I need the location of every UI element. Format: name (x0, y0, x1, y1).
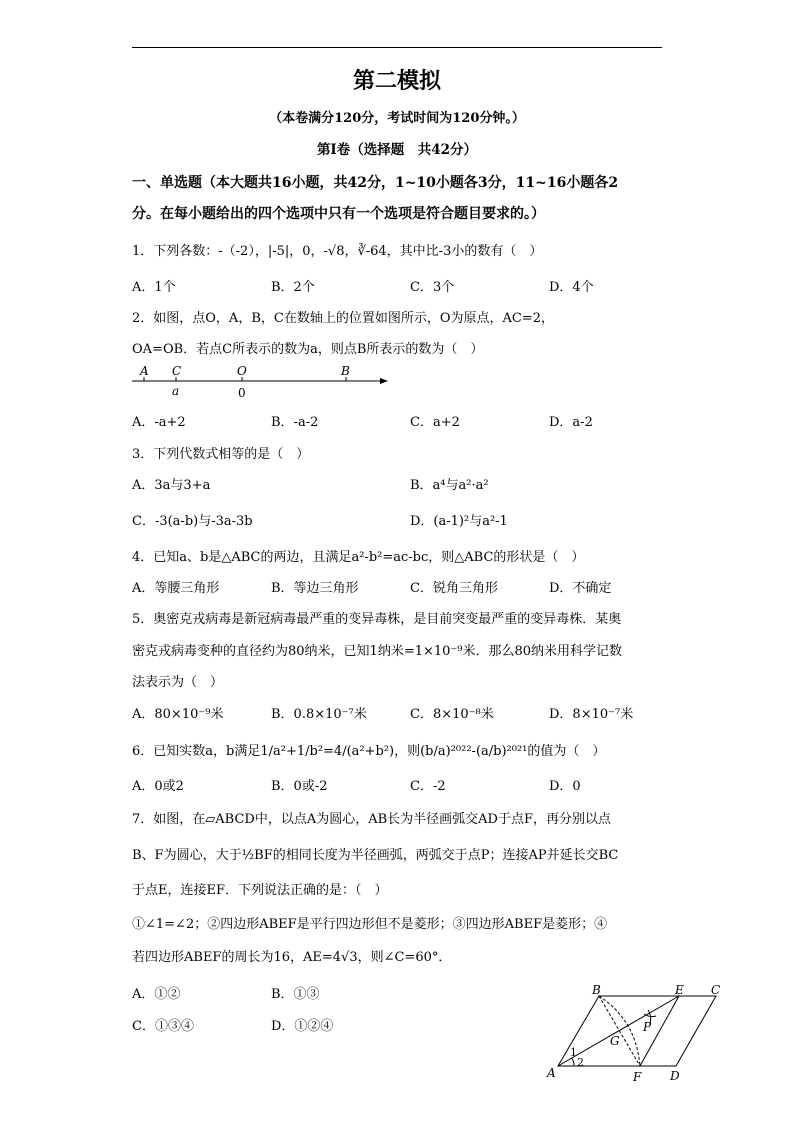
label-a-vertex: A (547, 1066, 556, 1080)
label-a-point: A (140, 364, 149, 378)
q1-stem: 1．下列各数：-（-2），|-5|，0，-√8，∛-64，其中比-3小的数有（ ） (132, 244, 543, 259)
q6-option-d: D．0 (549, 779, 581, 794)
label-angle-1: 1 (570, 1046, 577, 1059)
q6-option-c: C．-2 (410, 779, 446, 794)
label-f-vertex: F (633, 1070, 642, 1084)
q5-stem-line2: 密克戎病毒变种的直径约为80纳米，已知1纳米=1×10⁻⁹米．那么80纳米用科学记数 (132, 644, 623, 659)
label-angle-2: 2 (577, 1056, 584, 1069)
label-c-point: C (172, 364, 182, 378)
q6-option-a: A．0或2 (132, 779, 184, 794)
q3-option-c: C．-3(a-b)与-3a-3b (132, 514, 253, 529)
label-o-point: O (237, 364, 247, 378)
q4-option-d: D．不确定 (549, 581, 612, 596)
q2-option-d: D．a-2 (549, 415, 593, 430)
section-heading-line2: 分。在每小题给出的四个选项中只有一个选项是符合题目要求的。） (132, 206, 545, 222)
section-heading-line1: 一、单选题（本大题共16小题，共42分，1~10小题各3分，11~16小题各2 (132, 175, 619, 191)
q4-option-a: A．等腰三角形 (132, 581, 220, 596)
q7-stem-line3: 于点E，连接EF．下列说法正确的是：（ ） (132, 883, 388, 898)
part-heading: 第Ⅰ卷（选择题 共42分） (316, 142, 478, 158)
header-rule (132, 47, 662, 48)
label-g-point: G (610, 1034, 620, 1048)
q5-option-a: A．80×10⁻⁹米 (132, 707, 224, 722)
label-d-vertex: D (670, 1069, 680, 1083)
q5-stem-line3: 法表示为（ ） (132, 675, 224, 690)
q1-option-c: C．3个 (410, 280, 455, 295)
label-p-point: P (643, 1020, 652, 1034)
exam-info: （本卷满分120分，考试时间为120分钟。） (269, 111, 525, 126)
q3-option-d: D．(a-1)²与a²-1 (410, 514, 508, 529)
q4-option-b: B．等边三角形 (271, 581, 359, 596)
q1-option-a: A．1个 (132, 280, 176, 295)
label-b-vertex: B (592, 983, 601, 997)
q7-option-a: A．①② (132, 987, 181, 1002)
q2-stem-line2: OA=OB．若点C所表示的数为a，则点B所表示的数为（ ） (132, 342, 484, 357)
label-c-vertex: C (711, 983, 721, 997)
q5-option-c: C．8×10⁻⁸米 (410, 707, 494, 722)
q4-stem: 4．已知a、b是△ABC的两边，且满足a²-b²=ac-bc，则△ABC的形状是（ ） (132, 550, 585, 565)
q5-option-b: B．0.8×10⁻⁷米 (271, 707, 367, 722)
q3-option-b: B．a⁴与a²·a² (410, 478, 489, 493)
q7-option-d: D．①②④ (271, 1019, 334, 1034)
parallelogram-figure (544, 984, 730, 1084)
q2-option-a: A．-a+2 (132, 415, 186, 430)
q2-stem-line1: 2．如图，点O，A，B，C在数轴上的位置如图所示，O为原点，AC=2， (132, 311, 554, 326)
q2-option-c: C．a+2 (410, 415, 460, 430)
q1-option-b: B．2个 (271, 280, 315, 295)
q2-option-b: B．-a-2 (271, 415, 319, 430)
q5-option-d: D．8×10⁻⁷米 (549, 707, 634, 722)
q5-stem-line1: 5．奥密克戎病毒是新冠病毒最严重的变异毒株，是目前突变最严重的变异毒株．某奥 (132, 612, 622, 627)
label-zero: 0 (238, 386, 246, 400)
q7-stem-line5: 若四边形ABEF的周长为16，AE=4√3，则∠C=60°． (132, 950, 452, 965)
q6-option-b: B．0或-2 (271, 779, 328, 794)
q3-option-a: A．3a与3+a (132, 478, 211, 493)
q7-stem-line4: ①∠1=∠2；②四边形ABEF是平行四边形但不是菱形；③四边形ABEF是菱形；④ (132, 917, 608, 932)
q1-option-d: D．4个 (549, 280, 594, 295)
label-a-value: a (172, 384, 180, 398)
q3-stem: 3．下列代数式相等的是（ ） (132, 447, 310, 462)
q7-stem-line1: 7．如图，在▱ABCD中，以点A为圆心，AB长为半径画弧交AD于点F，再分别以点 (132, 812, 611, 827)
number-line-figure (130, 362, 392, 400)
page-title: 第二模拟 (352, 68, 441, 94)
q7-option-c: C．①③④ (132, 1019, 194, 1034)
label-b-point: B (341, 364, 350, 378)
q6-stem: 6．已知实数a，b满足1/a²+1/b²=4/(a²+b²)，则(b/a)²⁰²²-(a/b)²⁰²¹的值为（ ） (132, 744, 606, 759)
label-e-vertex: E (675, 983, 684, 997)
q7-option-b: B．①③ (271, 987, 320, 1002)
q7-stem-line2: B、F为圆心，大于½BF的相同长度为半径画弧，两弧交于点P；连接AP并延长交BC (132, 848, 619, 863)
q4-option-c: C．锐角三角形 (410, 581, 498, 596)
